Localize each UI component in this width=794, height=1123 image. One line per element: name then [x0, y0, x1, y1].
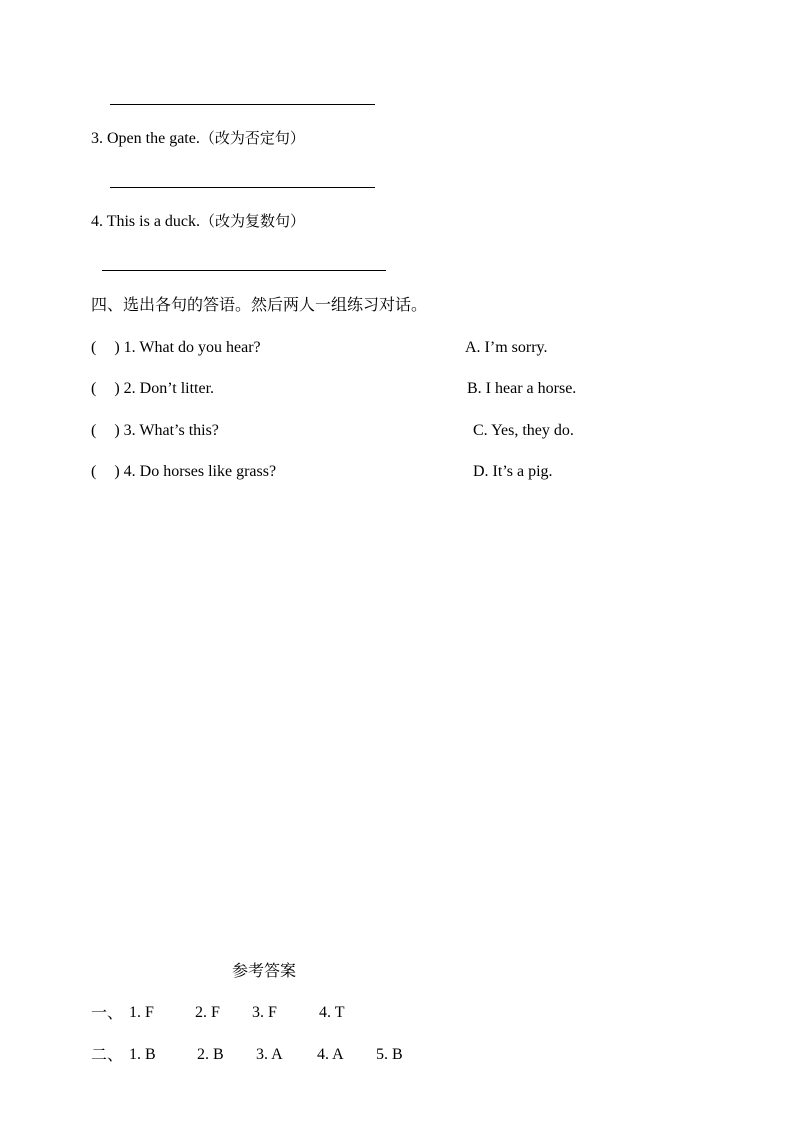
question-text: 2. Don’t litter.: [123, 380, 215, 397]
blank-paren-open[interactable]: (: [91, 339, 97, 356]
answer-key-item: 3. F: [252, 1004, 277, 1021]
rewrite-instruction: （改为否定句）: [199, 129, 305, 147]
answer-line-2[interactable]: [110, 104, 375, 105]
answer-option-b: B. I hear a horse.: [467, 380, 577, 397]
rewrite-sentence: 4. This is a duck.: [91, 213, 201, 230]
blank-paren-open[interactable]: (: [91, 422, 97, 439]
answer-option-a: A. I’m sorry.: [465, 339, 548, 356]
answer-line-3[interactable]: [110, 187, 375, 188]
answer-key-title: 参考答案: [232, 961, 297, 980]
answer-option-c: C. Yes, they do.: [473, 422, 574, 439]
answer-key-item: 2. B: [197, 1046, 224, 1063]
answer-key-item: 3. A: [256, 1046, 283, 1063]
answer-key-item: 5. B: [376, 1046, 403, 1063]
answer-key-row-2: [91, 1047, 123, 1064]
blank-paren-close: ): [114, 339, 120, 356]
answer-option-d: D. It’s a pig.: [473, 463, 553, 480]
blank-paren-close: ): [114, 422, 120, 439]
answer-key-item: 1. F: [129, 1004, 154, 1021]
answer-key-row-1: [91, 1005, 123, 1022]
question-row-4: [91, 464, 276, 480]
answer-key-label: 二、: [91, 1045, 124, 1064]
answer-key-item: 4. A: [317, 1046, 344, 1063]
blank-paren-open[interactable]: (: [91, 380, 97, 397]
section-heading: 四、选出各句的答语。然后两人一组练习对话。: [91, 295, 428, 314]
question-row-3: [91, 423, 219, 439]
rewrite-instruction: （改为复数句）: [200, 212, 306, 230]
rewrite-item-4: [91, 214, 305, 230]
answer-line-4[interactable]: [102, 270, 386, 271]
blank-paren-close: ): [114, 463, 120, 480]
question-text: 1. What do you hear?: [123, 339, 261, 356]
question-row-1: [91, 340, 261, 356]
blank-paren-close: ): [114, 380, 120, 397]
answer-key-item: 4. T: [319, 1004, 345, 1021]
question-text: 4. Do horses like grass?: [123, 463, 277, 480]
question-row-2: [91, 381, 214, 397]
answer-key-item: 2. F: [195, 1004, 220, 1021]
rewrite-item-3: [91, 131, 305, 147]
question-text: 3. What’s this?: [123, 422, 219, 439]
blank-paren-open[interactable]: (: [91, 463, 97, 480]
answer-key-label: 一、: [91, 1003, 124, 1022]
answer-key-item: 1. B: [129, 1046, 156, 1063]
rewrite-sentence: 3. Open the gate.: [91, 130, 200, 147]
